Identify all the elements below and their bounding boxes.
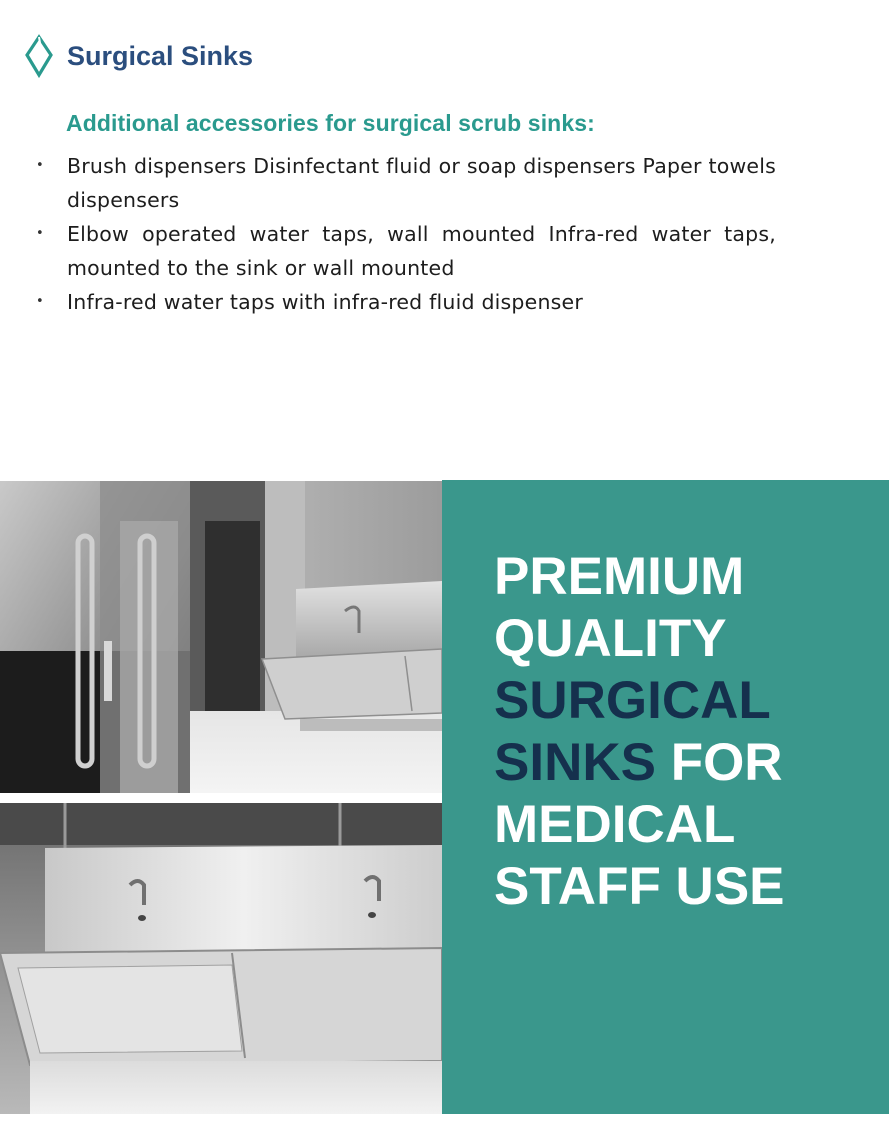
bullet-icon: • <box>36 294 44 309</box>
list-item-text: Brush dispensers Disinfectant fluid or soap dispensers Paper towels dispensers <box>67 154 776 212</box>
page-title: Surgical Sinks <box>67 40 254 71</box>
page-header <box>24 34 253 78</box>
scrub-sink-photo <box>0 803 442 1114</box>
headline-line-mixed <box>494 732 785 794</box>
bullet-icon: • <box>36 226 44 241</box>
sink-room-photo <box>0 481 442 793</box>
list-item <box>36 149 776 217</box>
headline-line: PREMIUM <box>494 547 745 606</box>
headline-line: FOR <box>655 733 783 792</box>
accessories-list <box>36 149 776 319</box>
headline-highlight: SINKS <box>494 733 656 792</box>
headline-highlight: SURGICAL <box>494 671 771 730</box>
bullet-icon: • <box>36 158 44 173</box>
list-item <box>36 285 776 319</box>
accessories-heading: Additional accessories for surgical scrub sinks: <box>66 110 595 136</box>
headline-line: STAFF USE <box>494 857 785 916</box>
headline-line: MEDICAL <box>494 795 736 854</box>
list-item-text: Elbow operated water taps, wall mounted Infra-red water taps, mounted to the sink or wall mounted <box>67 222 776 280</box>
promo-headline <box>494 546 785 918</box>
diamond-icon <box>24 34 54 78</box>
headline-line: QUALITY <box>494 609 727 668</box>
list-item-text: Infra-red water taps with infra-red fluid dispenser <box>67 290 583 314</box>
promo-panel <box>442 480 889 1114</box>
list-item <box>36 217 776 285</box>
